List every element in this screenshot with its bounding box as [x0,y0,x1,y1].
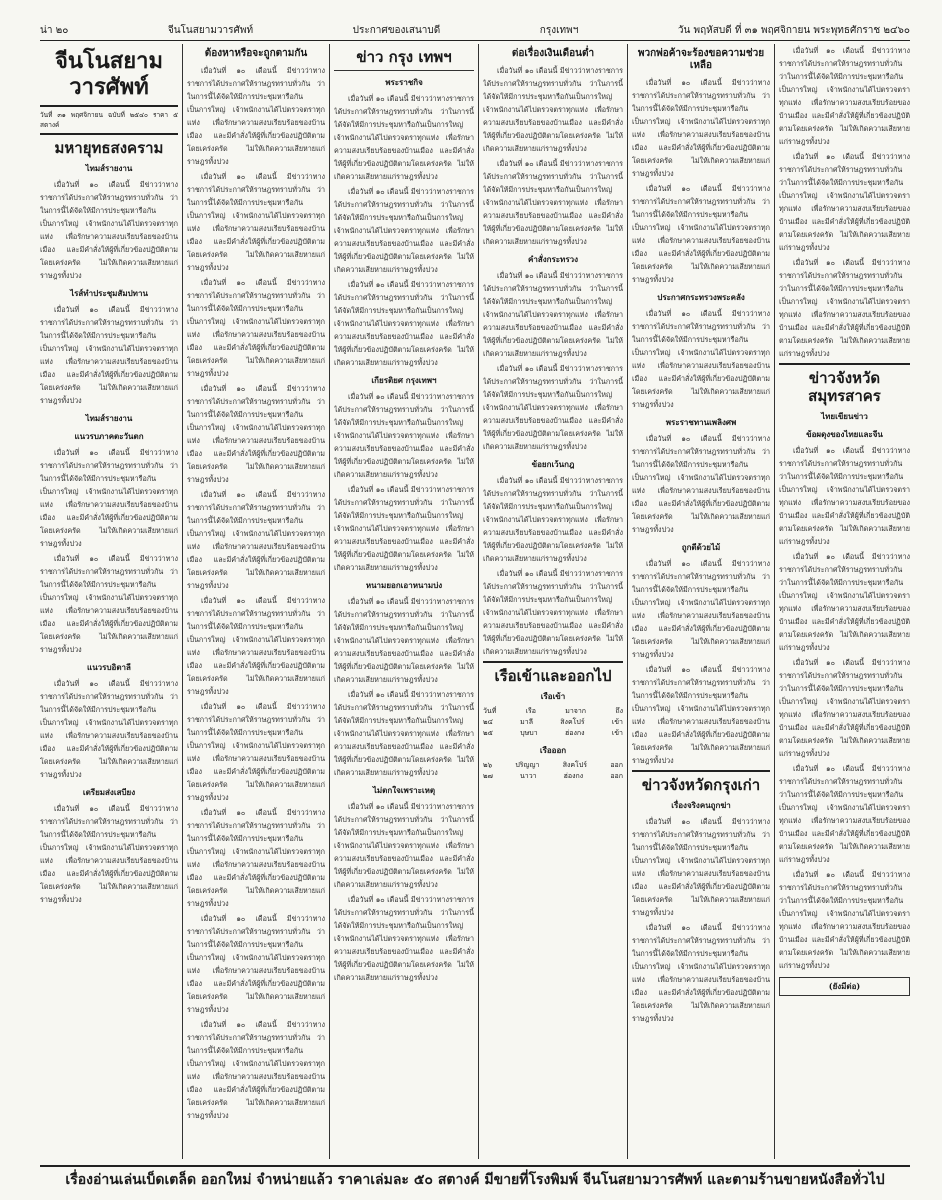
article-text: เมื่อวันที่ ๑๐ เดือนนี้ มีข่าวว่าทางราชการได้ประกาศให้ราษฎรทราบทั่วกัน ว่าในการนี้ได้จัดให้มีการประชุมหารือกันเป็นการใหญ่ เจ้าพนักงานได้ไปตรวจตราทุกแห่ง เพื่อรักษาความสงบเรียบร้อยของบ้านเมือง และมีคำสั่งให้ผู้ที่เกี่ยวข้องปฏิบัติตามโดยเคร่งครัด ไม่ให้เกิดความเสียหายแก่ราษฎรทั้งปวง [632,309,770,409]
article-title: ต้องหาหรือจะถูกตามกัน [204,48,308,59]
subheading: แนวรบอิตาลี [87,661,131,672]
issue-date: วัน พฤหัสบดี ที่ ๓๑ พฤศจิกายน พระพุทธศักราช ๒๔๖๐ [677,24,910,36]
subheading: ประกาศกระทรวงพระคลัง [657,292,745,302]
article-text: เมื่อวันที่ ๑๐ เดือนนี้ มีข่าวว่าทางราชการได้ประกาศให้ราษฎรทราบทั่วกัน ว่าในการนี้ได้จัดให้มีการประชุมหารือกันเป็นการใหญ่ เจ้าพนักงานได้ไปตรวจตราทุกแห่ง เพื่อรักษาความสงบเรียบร้อยของบ้านเมือง และมีคำสั่งให้ผู้ที่เกี่ยวข้องปฏิบัติตามโดยเคร่งครัด ไม่ให้เกิดความเสียหายแก่ราษฎรทั้งปวง [483,569,623,656]
article-text: เมื่อวันที่ ๑๐ เดือนนี้ มีข่าวว่าทางราชการได้ประกาศให้ราษฎรทราบทั่วกัน ว่าในการนี้ได้จัดให้มีการประชุมหารือกันเป็นการใหญ่ เจ้าพนักงานได้ไปตรวจตราทุกแห่ง เพื่อรักษาความสงบเรียบร้อยของบ้านเมือง และมีคำสั่งให้ผู้ที่เกี่ยวข้องปฏิบัติตามโดยเคร่งครัด ไม่ให้เกิดความเสียหายแก่ราษฎรทั้งปวง [483,159,623,246]
subheading: ไทมส์รายงาน [85,162,133,173]
article-text: เมื่อวันที่ ๑๐ เดือนนี้ มีข่าวว่าทางราชการได้ประกาศให้ราษฎรทราบทั่วกัน ว่าในการนี้ได้จัดให้มีการประชุมหารือกันเป็นการใหญ่ เจ้าพนักงานได้ไปตรวจตราทุกแห่ง เพื่อรักษาความสงบเรียบร้อยของบ้านเมือง และมีคำสั่งให้ผู้ที่เกี่ยวข้องปฏิบัติตามโดยเคร่งครัด ไม่ให้เกิดความเสียหายแก่ราษฎรทั้งปวง [334,802,474,889]
article-text: เมื่อวันที่ ๑๐ เดือนนี้ มีข่าวว่าทางราชการได้ประกาศให้ราษฎรทราบทั่วกัน ว่าในการนี้ได้จัดให้มีการประชุมหารือกันเป็นการใหญ่ เจ้าพนักงานได้ไปตรวจตราทุกแห่ง เพื่อรักษาความสงบเรียบร้อยของบ้านเมือง และมีคำสั่งให้ผู้ที่เกี่ยวข้องปฏิบัติตามโดยเคร่งครัด ไม่ให้เกิดความเสียหายแก่ราษฎรทั้งปวง [483,476,623,563]
article-text: เมื่อวันที่ ๑๐ เดือนนี้ มีข่าวว่าทางราชการได้ประกาศให้ราษฎรทราบทั่วกัน ว่าในการนี้ได้จัดให้มีการประชุมหารือกันเป็นการใหญ่ เจ้าพนักงานได้ไปตรวจตราทุกแห่ง เพื่อรักษาความสงบเรียบร้อยของบ้านเมือง และมีคำสั่งให้ผู้ที่เกี่ยวข้องปฏิบัติตามโดยเคร่งครัด ไม่ให้เกิดความเสียหายแก่ราษฎรทั้งปวง [40,678,178,779]
article-text: เมื่อวันที่ ๑๐ เดือนนี้ มีข่าวว่าทางราชการได้ประกาศให้ราษฎรทราบทั่วกัน ว่าในการนี้ได้จัดให้มีการประชุมหารือกันเป็นการใหญ่ เจ้าพนักงานได้ไปตรวจตราทุกแห่ง เพื่อรักษาความสงบเรียบร้อยของบ้านเมือง และมีคำสั่งให้ผู้ที่เกี่ยวข้องปฏิบัติตามโดยเคร่งครัด ไม่ให้เกิดความเสียหายแก่ราษฎรทั้งปวง [334,187,474,274]
article-text: เมื่อวันที่ ๑๐ เดือนนี้ มีข่าวว่าทางราชการได้ประกาศให้ราษฎรทราบทั่วกัน ว่าในการนี้ได้จัดให้มีการประชุมหารือกันเป็นการใหญ่ เจ้าพนักงานได้ไปตรวจตราทุกแห่ง เพื่อรักษาความสงบเรียบร้อยของบ้านเมือง และมีคำสั่งให้ผู้ที่เกี่ยวข้องปฏิบัติตามโดยเคร่งครัด ไม่ให้เกิดความเสียหายแก่ราษฎรทั้งปวง [779,152,910,252]
article-text: เมื่อวันที่ ๑๐ เดือนนี้ มีข่าวว่าทางราชการได้ประกาศให้ราษฎรทราบทั่วกัน ว่าในการนี้ได้จัดให้มีการประชุมหารือกันเป็นการใหญ่ เจ้าพนักงานได้ไปตรวจตราทุกแห่ง เพื่อรักษาความสงบเรียบร้อยของบ้านเมือง และมีคำสั่งให้ผู้ที่เกี่ยวข้องปฏิบัติตามโดยเคร่งครัด ไม่ให้เกิดความเสียหายแก่ราษฎรทั้งปวง [334,597,474,684]
schedule-row: ๒๕ บุษบา ฮ่องกง เข้า [483,729,623,737]
columns [40,44,910,1159]
schedule-row: วันที่ เรือ มาจาก ถึง [483,707,623,715]
subheading: เกียรติยศ กรุงเทพฯ [371,375,437,385]
article-text: เมื่อวันที่ ๑๐ เดือนนี้ มีข่าวว่าทางราชการได้ประกาศให้ราษฎรทราบทั่วกัน ว่าในการนี้ได้จัดให้มีการประชุมหารือกันเป็นการใหญ่ เจ้าพนักงานได้ไปตรวจตราทุกแห่ง เพื่อรักษาความสงบเรียบร้อยของบ้านเมือง และมีคำสั่งให้ผู้ที่เกี่ยวข้องปฏิบัติตามโดยเคร่งครัด ไม่ให้เกิดความเสียหายแก่ราษฎรทั้งปวง [40,553,178,654]
paper-name: จีนโนสยามวารศัพท์ [167,24,254,36]
article-text: เมื่อวันที่ ๑๐ เดือนนี้ มีข่าวว่าทางราชการได้ประกาศให้ราษฎรทราบทั่วกัน ว่าในการนี้ได้จัดให้มีการประชุมหารือกันเป็นการใหญ่ เจ้าพนักงานได้ไปตรวจตราทุกแห่ง เพื่อรักษาความสงบเรียบร้อยของบ้านเมือง และมีคำสั่งให้ผู้ที่เกี่ยวข้องปฏิบัติตามโดยเคร่งครัด ไม่ให้เกิดความเสียหายแก่ราษฎรทั้งปวง [632,817,770,917]
article-text: เมื่อวันที่ ๑๐ เดือนนี้ มีข่าวว่าทางราชการได้ประกาศให้ราษฎรทราบทั่วกัน ว่าในการนี้ได้จัดให้มีการประชุมหารือกันเป็นการใหญ่ เจ้าพนักงานได้ไปตรวจตราทุกแห่ง เพื่อรักษาความสงบเรียบร้อยของบ้านเมือง และมีคำสั่งให้ผู้ที่เกี่ยวข้องปฏิบัติตามโดยเคร่งครัด ไม่ให้เกิดความเสียหายแก่ราษฎรทั้งปวง [334,690,474,777]
masthead-info: วันที่ ๓๑ พฤศจิกายน ฉบับที่ ๒๕๔๐ ราคา ๕ สตางค์ [40,110,178,129]
article-text: เมื่อวันที่ ๑๐ เดือนนี้ มีข่าวว่าทางราชการได้ประกาศให้ราษฎรทราบทั่วกัน ว่าในการนี้ได้จัดให้มีการประชุมหารือกันเป็นการใหญ่ เจ้าพนักงานได้ไปตรวจตราทุกแห่ง เพื่อรักษาความสงบเรียบร้อยของบ้านเมือง และมีคำสั่งให้ผู้ที่เกี่ยวข้องปฏิบัติตามโดยเคร่งครัด ไม่ให้เกิดความเสียหายแก่ราษฎรทั้งปวง [779,870,910,970]
article-text: เมื่อวันที่ ๑๐ เดือนนี้ มีข่าวว่าทางราชการได้ประกาศให้ราษฎรทราบทั่วกัน ว่าในการนี้ได้จัดให้มีการประชุมหารือกันเป็นการใหญ่ เจ้าพนักงานได้ไปตรวจตราทุกแห่ง เพื่อรักษาความสงบเรียบร้อยของบ้านเมือง และมีคำสั่งให้ผู้ที่เกี่ยวข้องปฏิบัติตามโดยเคร่งครัด ไม่ให้เกิดความเสียหายแก่ราษฎรทั้งปวง [187,914,325,1014]
shipping-title: เรือเข้าและออกไป [494,667,612,685]
subheading: ข้อผดุงของไทยและจีน [806,429,883,439]
article-text: เมื่อวันที่ ๑๐ เดือนนี้ มีข่าวว่าทางราชการได้ประกาศให้ราษฎรทราบทั่วกัน ว่าในการนี้ได้จัดให้มีการประชุมหารือกันเป็นการใหญ่ เจ้าพนักงานได้ไปตรวจตราทุกแห่ง เพื่อรักษาความสงบเรียบร้อยของบ้านเมือง และมีคำสั่งให้ผู้ที่เกี่ยวข้องปฏิบัติตามโดยเคร่งครัด ไม่ให้เกิดความเสียหายแก่ราษฎรทั้งปวง [40,304,178,405]
masthead: จีนโนสยามวารศัพท์ [55,48,163,101]
article-text: เมื่อวันที่ ๑๐ เดือนนี้ มีข่าวว่าทางราชการได้ประกาศให้ราษฎรทราบทั่วกัน ว่าในการนี้ได้จัดให้มีการประชุมหารือกันเป็นการใหญ่ เจ้าพนักงานได้ไปตรวจตราทุกแห่ง เพื่อรักษาความสงบเรียบร้อยของบ้านเมือง และมีคำสั่งให้ผู้ที่เกี่ยวข้องปฏิบัติตามโดยเคร่งครัด ไม่ให้เกิดความเสียหายแก่ราษฎรทั้งปวง [187,596,325,696]
article-text: เมื่อวันที่ ๑๐ เดือนนี้ มีข่าวว่าทางราชการได้ประกาศให้ราษฎรทราบทั่วกัน ว่าในการนี้ได้จัดให้มีการประชุมหารือกันเป็นการใหญ่ เจ้าพนักงานได้ไปตรวจตราทุกแห่ง เพื่อรักษาความสงบเรียบร้อยของบ้านเมือง และมีคำสั่งให้ผู้ที่เกี่ยวข้องปฏิบัติตามโดยเคร่งครัด ไม่ให้เกิดความเสียหายแก่ราษฎรทั้งปวง [40,447,178,548]
article-text: เมื่อวันที่ ๑๐ เดือนนี้ มีข่าวว่าทางราชการได้ประกาศให้ราษฎรทราบทั่วกัน ว่าในการนี้ได้จัดให้มีการประชุมหารือกันเป็นการใหญ่ เจ้าพนักงานได้ไปตรวจตราทุกแห่ง เพื่อรักษาความสงบเรียบร้อยของบ้านเมือง และมีคำสั่งให้ผู้ที่เกี่ยวข้องปฏิบัติตามโดยเคร่งครัด ไม่ให้เกิดความเสียหายแก่ราษฎรทั้งปวง [483,364,623,451]
subheading: ไม่ตกใจเพราะเหตุ [372,785,436,795]
article-text: เมื่อวันที่ ๑๐ เดือนนี้ มีข่าวว่าทางราชการได้ประกาศให้ราษฎรทราบทั่วกัน ว่าในการนี้ได้จัดให้มีการประชุมหารือกันเป็นการใหญ่ เจ้าพนักงานได้ไปตรวจตราทุกแห่ง เพื่อรักษาความสงบเรียบร้อยของบ้านเมือง และมีคำสั่งให้ผู้ที่เกี่ยวข้องปฏิบัติตามโดยเคร่งครัด ไม่ให้เกิดความเสียหายแก่ราษฎรทั้งปวง [779,552,910,652]
column-5 [632,44,770,1159]
article-text: เมื่อวันที่ ๑๐ เดือนนี้ มีข่าวว่าทางราชการได้ประกาศให้ราษฎรทราบทั่วกัน ว่าในการนี้ได้จัดให้มีการประชุมหารือกันเป็นการใหญ่ เจ้าพนักงานได้ไปตรวจตราทุกแห่ง เพื่อรักษาความสงบเรียบร้อยของบ้านเมือง และมีคำสั่งให้ผู้ที่เกี่ยวข้องปฏิบัติตามโดยเคร่งครัด ไม่ให้เกิดความเสียหายแก่ราษฎรทั้งปวง [40,179,178,280]
column-1 [40,44,178,1159]
column-3 [334,44,474,1159]
city-name: กรุงเทพฯ [539,24,579,36]
article-text: เมื่อวันที่ ๑๐ เดือนนี้ มีข่าวว่าทางราชการได้ประกาศให้ราษฎรทราบทั่วกัน ว่าในการนี้ได้จัดให้มีการประชุมหารือกันเป็นการใหญ่ เจ้าพนักงานได้ไปตรวจตราทุกแห่ง เพื่อรักษาความสงบเรียบร้อยของบ้านเมือง และมีคำสั่งให้ผู้ที่เกี่ยวข้องปฏิบัติตามโดยเคร่งครัด ไม่ให้เกิดความเสียหายแก่ราษฎรทั้งปวง [187,278,325,378]
article-text: เมื่อวันที่ ๑๐ เดือนนี้ มีข่าวว่าทางราชการได้ประกาศให้ราษฎรทราบทั่วกัน ว่าในการนี้ได้จัดให้มีการประชุมหารือกันเป็นการใหญ่ เจ้าพนักงานได้ไปตรวจตราทุกแห่ง เพื่อรักษาความสงบเรียบร้อยของบ้านเมือง และมีคำสั่งให้ผู้ที่เกี่ยวข้องปฏิบัติตามโดยเคร่งครัด ไม่ให้เกิดความเสียหายแก่ราษฎรทั้งปวง [187,490,325,590]
schedule-row: ๒๗ นาวา ฮ่องกง ออก [483,772,623,780]
article-text: เมื่อวันที่ ๑๐ เดือนนี้ มีข่าวว่าทางราชการได้ประกาศให้ราษฎรทราบทั่วกัน ว่าในการนี้ได้จัดให้มีการประชุมหารือกันเป็นการใหญ่ เจ้าพนักงานได้ไปตรวจตราทุกแห่ง เพื่อรักษาความสงบเรียบร้อยของบ้านเมือง และมีคำสั่งให้ผู้ที่เกี่ยวข้องปฏิบัติตามโดยเคร่งครัด ไม่ให้เกิดความเสียหายแก่ราษฎรทั้งปวง [187,172,325,272]
article-text: เมื่อวันที่ ๑๐ เดือนนี้ มีข่าวว่าทางราชการได้ประกาศให้ราษฎรทราบทั่วกัน ว่าในการนี้ได้จัดให้มีการประชุมหารือกันเป็นการใหญ่ เจ้าพนักงานได้ไปตรวจตราทุกแห่ง เพื่อรักษาความสงบเรียบร้อยของบ้านเมือง และมีคำสั่งให้ผู้ที่เกี่ยวข้องปฏิบัติตามโดยเคร่งครัด ไม่ให้เกิดความเสียหายแก่ราษฎรทั้งปวง [779,764,910,864]
subheading: ถูกตีด้วยไม้ [681,542,721,552]
shipping-schedule [483,760,623,782]
article-text: เมื่อวันที่ ๑๐ เดือนนี้ มีข่าวว่าทางราชการได้ประกาศให้ราษฎรทราบทั่วกัน ว่าในการนี้ได้จัดให้มีการประชุมหารือกันเป็นการใหญ่ เจ้าพนักงานได้ไปตรวจตราทุกแห่ง เพื่อรักษาความสงบเรียบร้อยของบ้านเมือง และมีคำสั่งให้ผู้ที่เกี่ยวข้องปฏิบัติตามโดยเคร่งครัด ไม่ให้เกิดความเสียหายแก่ราษฎรทั้งปวง [632,559,770,659]
article-text: เมื่อวันที่ ๑๐ เดือนนี้ มีข่าวว่าทางราชการได้ประกาศให้ราษฎรทราบทั่วกัน ว่าในการนี้ได้จัดให้มีการประชุมหารือกันเป็นการใหญ่ เจ้าพนักงานได้ไปตรวจตราทุกแห่ง เพื่อรักษาความสงบเรียบร้อยของบ้านเมือง และมีคำสั่งให้ผู้ที่เกี่ยวข้องปฏิบัติตามโดยเคร่งครัด ไม่ให้เกิดความเสียหายแก่ราษฎรทั้งปวง [632,665,770,765]
column-2 [187,44,325,1159]
headline: มหายุทธสงคราม [54,138,164,157]
article-text: เมื่อวันที่ ๑๐ เดือนนี้ มีข่าวว่าทางราชการได้ประกาศให้ราษฎรทราบทั่วกัน ว่าในการนี้ได้จัดให้มีการประชุมหารือกันเป็นการใหญ่ เจ้าพนักงานได้ไปตรวจตราทุกแห่ง เพื่อรักษาความสงบเรียบร้อยของบ้านเมือง และมีคำสั่งให้ผู้ที่เกี่ยวข้องปฏิบัติตามโดยเคร่งครัด ไม่ให้เกิดความเสียหายแก่ราษฎรทั้งปวง [779,446,910,546]
continued-note: (ยังมีต่อ) [779,977,910,996]
column-4 [483,44,623,1159]
article-text: เมื่อวันที่ ๑๐ เดือนนี้ มีข่าวว่าทางราชการได้ประกาศให้ราษฎรทราบทั่วกัน ว่าในการนี้ได้จัดให้มีการประชุมหารือกันเป็นการใหญ่ เจ้าพนักงานได้ไปตรวจตราทุกแห่ง เพื่อรักษาความสงบเรียบร้อยของบ้านเมือง และมีคำสั่งให้ผู้ที่เกี่ยวข้องปฏิบัติตามโดยเคร่งครัด ไม่ให้เกิดความเสียหายแก่ราษฎรทั้งปวง [334,485,474,572]
page-number: น่า ๒๐ [40,24,69,36]
schedule-row: ๒๔ มาลี สิงคโปร์ เข้า [483,718,623,726]
article-text: เมื่อวันที่ ๑๐ เดือนนี้ มีข่าวว่าทางราชการได้ประกาศให้ราษฎรทราบทั่วกัน ว่าในการนี้ได้จัดให้มีการประชุมหารือกันเป็นการใหญ่ เจ้าพนักงานได้ไปตรวจตราทุกแห่ง เพื่อรักษาความสงบเรียบร้อยของบ้านเมือง และมีคำสั่งให้ผู้ที่เกี่ยวข้องปฏิบัติตามโดยเคร่งครัด ไม่ให้เกิดความเสียหายแก่ราษฎรทั้งปวง [40,803,178,904]
article-title: ข่าวจังหวัดสมุทรสาคร [808,369,881,405]
article-title: ข่าวจังหวัดกรุงเก่า [641,776,761,794]
article-title: ต่อเรื่องเงินเดือนต่ำ [511,48,595,59]
subheading: ไทมส์รายงาน [85,412,133,423]
shipping-sub-arrivals: เรือเข้า [540,691,566,701]
subheading: ข้อยกเว้นกฎ [531,459,575,469]
article-text: เมื่อวันที่ ๑๐ เดือนนี้ มีข่าวว่าทางราชการได้ประกาศให้ราษฎรทราบทั่วกัน ว่าในการนี้ได้จัดให้มีการประชุมหารือกันเป็นการใหญ่ เจ้าพนักงานได้ไปตรวจตราทุกแห่ง เพื่อรักษาความสงบเรียบร้อยของบ้านเมือง และมีคำสั่งให้ผู้ที่เกี่ยวข้องปฏิบัติตามโดยเคร่งครัด ไม่ให้เกิดความเสียหายแก่ราษฎรทั้งปวง [334,280,474,367]
article-text: เมื่อวันที่ ๑๐ เดือนนี้ มีข่าวว่าทางราชการได้ประกาศให้ราษฎรทราบทั่วกัน ว่าในการนี้ได้จัดให้มีการประชุมหารือกันเป็นการใหญ่ เจ้าพนักงานได้ไปตรวจตราทุกแห่ง เพื่อรักษาความสงบเรียบร้อยของบ้านเมือง และมีคำสั่งให้ผู้ที่เกี่ยวข้องปฏิบัติตามโดยเคร่งครัด ไม่ให้เกิดความเสียหายแก่ราษฎรทั้งปวง [779,46,910,146]
article-text: เมื่อวันที่ ๑๐ เดือนนี้ มีข่าวว่าทางราชการได้ประกาศให้ราษฎรทราบทั่วกัน ว่าในการนี้ได้จัดให้มีการประชุมหารือกันเป็นการใหญ่ เจ้าพนักงานได้ไปตรวจตราทุกแห่ง เพื่อรักษาความสงบเรียบร้อยของบ้านเมือง และมีคำสั่งให้ผู้ที่เกี่ยวข้องปฏิบัติตามโดยเคร่งครัด ไม่ให้เกิดความเสียหายแก่ราษฎรทั้งปวง [334,392,474,479]
subheading: เตรียมส่งเสบียง [82,786,136,797]
article-text: เมื่อวันที่ ๑๐ เดือนนี้ มีข่าวว่าทางราชการได้ประกาศให้ราษฎรทราบทั่วกัน ว่าในการนี้ได้จัดให้มีการประชุมหารือกันเป็นการใหญ่ เจ้าพนักงานได้ไปตรวจตราทุกแห่ง เพื่อรักษาความสงบเรียบร้อยของบ้านเมือง และมีคำสั่งให้ผู้ที่เกี่ยวข้องปฏิบัติตามโดยเคร่งครัด ไม่ให้เกิดความเสียหายแก่ราษฎรทั้งปวง [187,384,325,484]
newspaper-page [40,20,910,1192]
shipping-sub-departures: เรือออก [539,745,567,755]
subheading: แนวรบภาคตะวันตก [74,430,144,441]
article-text: เมื่อวันที่ ๑๐ เดือนนี้ มีข่าวว่าทางราชการได้ประกาศให้ราษฎรทราบทั่วกัน ว่าในการนี้ได้จัดให้มีการประชุมหารือกันเป็นการใหญ่ เจ้าพนักงานได้ไปตรวจตราทุกแห่ง เพื่อรักษาความสงบเรียบร้อยของบ้านเมือง และมีคำสั่งให้ผู้ที่เกี่ยวข้องปฏิบัติตามโดยเคร่งครัด ไม่ให้เกิดความเสียหายแก่ราษฎรทั้งปวง [187,1020,325,1120]
subheading: หนามยอกเอาหนามบ่ง [365,580,443,590]
article-text: เมื่อวันที่ ๑๐ เดือนนี้ มีข่าวว่าทางราชการได้ประกาศให้ราษฎรทราบทั่วกัน ว่าในการนี้ได้จัดให้มีการประชุมหารือกันเป็นการใหญ่ เจ้าพนักงานได้ไปตรวจตราทุกแห่ง เพื่อรักษาความสงบเรียบร้อยของบ้านเมือง และมีคำสั่งให้ผู้ที่เกี่ยวข้องปฏิบัติตามโดยเคร่งครัด ไม่ให้เกิดความเสียหายแก่ราษฎรทั้งปวง [779,258,910,358]
article-text: เมื่อวันที่ ๑๐ เดือนนี้ มีข่าวว่าทางราชการได้ประกาศให้ราษฎรทราบทั่วกัน ว่าในการนี้ได้จัดให้มีการประชุมหารือกันเป็นการใหญ่ เจ้าพนักงานได้ไปตรวจตราทุกแห่ง เพื่อรักษาความสงบเรียบร้อยของบ้านเมือง และมีคำสั่งให้ผู้ที่เกี่ยวข้องปฏิบัติตามโดยเคร่งครัด ไม่ให้เกิดความเสียหายแก่ราษฎรทั้งปวง [334,895,474,982]
article-text: เมื่อวันที่ ๑๐ เดือนนี้ มีข่าวว่าทางราชการได้ประกาศให้ราษฎรทราบทั่วกัน ว่าในการนี้ได้จัดให้มีการประชุมหารือกันเป็นการใหญ่ เจ้าพนักงานได้ไปตรวจตราทุกแห่ง เพื่อรักษาความสงบเรียบร้อยของบ้านเมือง และมีคำสั่งให้ผู้ที่เกี่ยวข้องปฏิบัติตามโดยเคร่งครัด ไม่ให้เกิดความเสียหายแก่ราษฎรทั้งปวง [334,94,474,181]
article-text: เมื่อวันที่ ๑๐ เดือนนี้ มีข่าวว่าทางราชการได้ประกาศให้ราษฎรทราบทั่วกัน ว่าในการนี้ได้จัดให้มีการประชุมหารือกันเป็นการใหญ่ เจ้าพนักงานได้ไปตรวจตราทุกแห่ง เพื่อรักษาความสงบเรียบร้อยของบ้านเมือง และมีคำสั่งให้ผู้ที่เกี่ยวข้องปฏิบัติตามโดยเคร่งครัด ไม่ให้เกิดความเสียหายแก่ราษฎรทั้งปวง [483,66,623,153]
article-text: เมื่อวันที่ ๑๐ เดือนนี้ มีข่าวว่าทางราชการได้ประกาศให้ราษฎรทราบทั่วกัน ว่าในการนี้ได้จัดให้มีการประชุมหารือกันเป็นการใหญ่ เจ้าพนักงานได้ไปตรวจตราทุกแห่ง เพื่อรักษาความสงบเรียบร้อยของบ้านเมือง และมีคำสั่งให้ผู้ที่เกี่ยวข้องปฏิบัติตามโดยเคร่งครัด ไม่ให้เกิดความเสียหายแก่ราษฎรทั้งปวง [632,434,770,534]
section-name: ประกาศของเสนาบดี [352,24,441,36]
article-text: เมื่อวันที่ ๑๐ เดือนนี้ มีข่าวว่าทางราชการได้ประกาศให้ราษฎรทราบทั่วกัน ว่าในการนี้ได้จัดให้มีการประชุมหารือกันเป็นการใหญ่ เจ้าพนักงานได้ไปตรวจตราทุกแห่ง เพื่อรักษาความสงบเรียบร้อยของบ้านเมือง และมีคำสั่งให้ผู้ที่เกี่ยวข้องปฏิบัติตามโดยเคร่งครัด ไม่ให้เกิดความเสียหายแก่ราษฎรทั้งปวง [632,923,770,1023]
article-text: เมื่อวันที่ ๑๐ เดือนนี้ มีข่าวว่าทางราชการได้ประกาศให้ราษฎรทราบทั่วกัน ว่าในการนี้ได้จัดให้มีการประชุมหารือกันเป็นการใหญ่ เจ้าพนักงานได้ไปตรวจตราทุกแห่ง เพื่อรักษาความสงบเรียบร้อยของบ้านเมือง และมีคำสั่งให้ผู้ที่เกี่ยวข้องปฏิบัติตามโดยเคร่งครัด ไม่ให้เกิดความเสียหายแก่ราษฎรทั้งปวง [187,66,325,166]
page-header [40,20,910,41]
article-text: เมื่อวันที่ ๑๐ เดือนนี้ มีข่าวว่าทางราชการได้ประกาศให้ราษฎรทราบทั่วกัน ว่าในการนี้ได้จัดให้มีการประชุมหารือกันเป็นการใหญ่ เจ้าพนักงานได้ไปตรวจตราทุกแห่ง เพื่อรักษาความสงบเรียบร้อยของบ้านเมือง และมีคำสั่งให้ผู้ที่เกี่ยวข้องปฏิบัติตามโดยเคร่งครัด ไม่ให้เกิดความเสียหายแก่ราษฎรทั้งปวง [632,78,770,178]
article-subtitle: ไทยเขียนข่าว [821,411,868,421]
article-text: เมื่อวันที่ ๑๐ เดือนนี้ มีข่าวว่าทางราชการได้ประกาศให้ราษฎรทราบทั่วกัน ว่าในการนี้ได้จัดให้มีการประชุมหารือกันเป็นการใหญ่ เจ้าพนักงานได้ไปตรวจตราทุกแห่ง เพื่อรักษาความสงบเรียบร้อยของบ้านเมือง และมีคำสั่งให้ผู้ที่เกี่ยวข้องปฏิบัติตามโดยเคร่งครัด ไม่ให้เกิดความเสียหายแก่ราษฎรทั้งปวง [187,808,325,908]
tagline: เรื่องจริงคนถูกฆ่า [671,800,731,810]
article-title: พวกพ่อค้าจะร้องขอความช่วยเหลือ [637,48,765,71]
subheading: ไรส์ทำประชุมสัมปทาน [70,287,148,298]
subheading: พระราชทานเพลิงศพ [665,417,737,427]
article-text: เมื่อวันที่ ๑๐ เดือนนี้ มีข่าวว่าทางราชการได้ประกาศให้ราษฎรทราบทั่วกัน ว่าในการนี้ได้จัดให้มีการประชุมหารือกันเป็นการใหญ่ เจ้าพนักงานได้ไปตรวจตราทุกแห่ง เพื่อรักษาความสงบเรียบร้อยของบ้านเมือง และมีคำสั่งให้ผู้ที่เกี่ยวข้องปฏิบัติตามโดยเคร่งครัด ไม่ให้เกิดความเสียหายแก่ราษฎรทั้งปวง [187,702,325,802]
article-title: ข่าว กรุง เทพฯ [356,48,452,66]
shipping-schedule [483,706,623,739]
article-text: เมื่อวันที่ ๑๐ เดือนนี้ มีข่าวว่าทางราชการได้ประกาศให้ราษฎรทราบทั่วกัน ว่าในการนี้ได้จัดให้มีการประชุมหารือกันเป็นการใหญ่ เจ้าพนักงานได้ไปตรวจตราทุกแห่ง เพื่อรักษาความสงบเรียบร้อยของบ้านเมือง และมีคำสั่งให้ผู้ที่เกี่ยวข้องปฏิบัติตามโดยเคร่งครัด ไม่ให้เกิดความเสียหายแก่ราษฎรทั้งปวง [483,271,623,358]
subheading: พระราชกิจ [385,77,423,87]
column-6 [779,44,910,1159]
article-text: เมื่อวันที่ ๑๐ เดือนนี้ มีข่าวว่าทางราชการได้ประกาศให้ราษฎรทราบทั่วกัน ว่าในการนี้ได้จัดให้มีการประชุมหารือกันเป็นการใหญ่ เจ้าพนักงานได้ไปตรวจตราทุกแห่ง เพื่อรักษาความสงบเรียบร้อยของบ้านเมือง และมีคำสั่งให้ผู้ที่เกี่ยวข้องปฏิบัติตามโดยเคร่งครัด ไม่ให้เกิดความเสียหายแก่ราษฎรทั้งปวง [632,184,770,284]
article-text: เมื่อวันที่ ๑๐ เดือนนี้ มีข่าวว่าทางราชการได้ประกาศให้ราษฎรทราบทั่วกัน ว่าในการนี้ได้จัดให้มีการประชุมหารือกันเป็นการใหญ่ เจ้าพนักงานได้ไปตรวจตราทุกแห่ง เพื่อรักษาความสงบเรียบร้อยของบ้านเมือง และมีคำสั่งให้ผู้ที่เกี่ยวข้องปฏิบัติตามโดยเคร่งครัด ไม่ให้เกิดความเสียหายแก่ราษฎรทั้งปวง [779,658,910,758]
subheading: คำสั่งกระทรวง [527,254,579,264]
schedule-row: ๒๖ ปริญญา สิงคโปร์ ออก [483,761,623,769]
footer-advertisement: เรื่องอ่านเล่นเบ็ดเตล็ด ออกใหม่ จำหน่ายแล้ว ราคาเล่มละ ๕๐ สตางค์ มีขายที่โรงพิมพ์ จีนโนสยามวารศัพท์ และตามร้านขายหนังสือทั่วไป [40,1165,910,1193]
